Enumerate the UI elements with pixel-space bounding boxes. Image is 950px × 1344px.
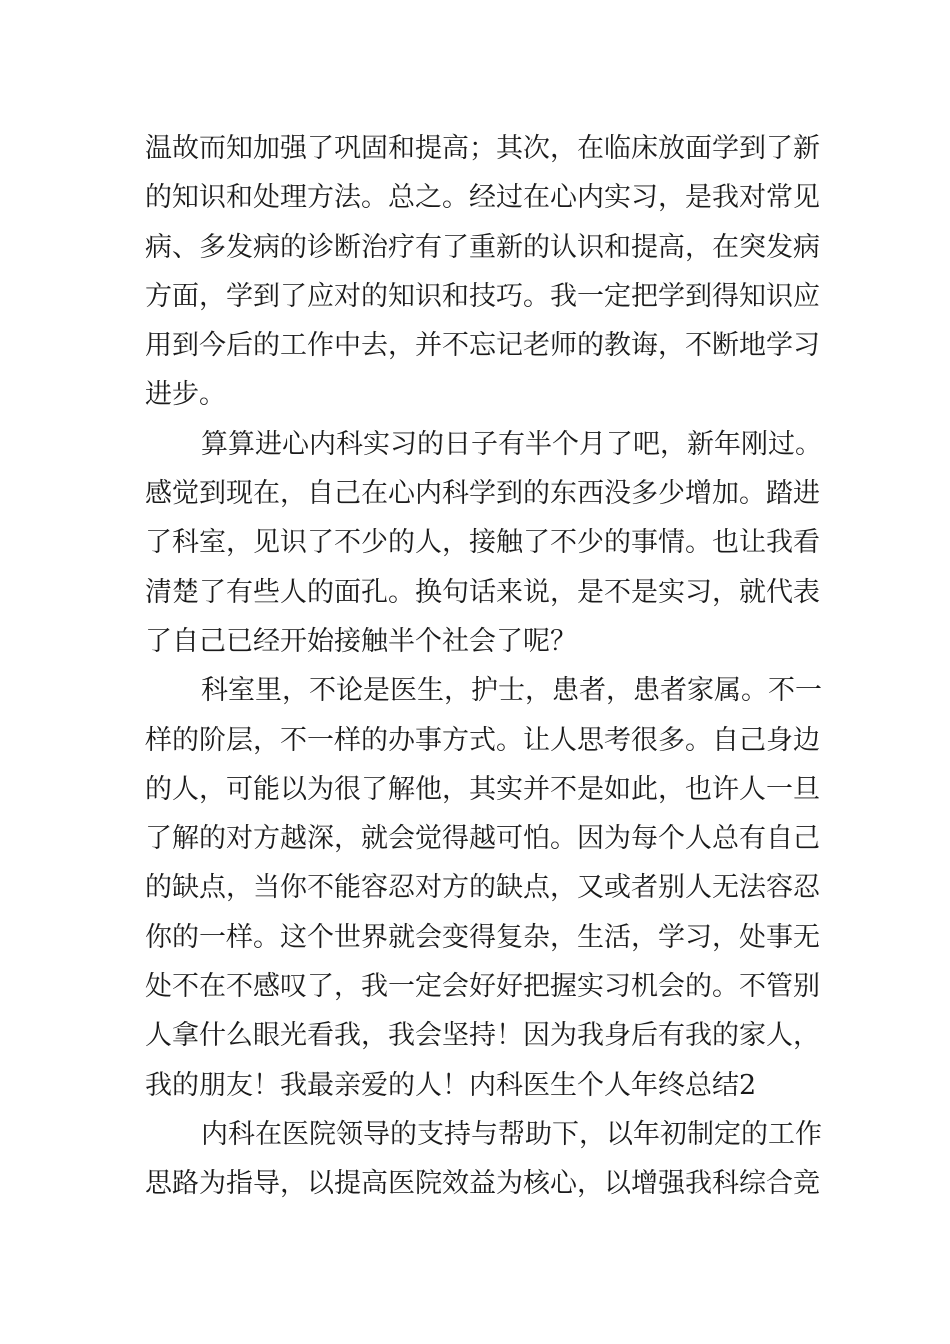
text-line: 思路为指导，以提高医院效益为核心，以增强我科综合竞 bbox=[145, 1168, 820, 1200]
text-line: 了解的对方越深，就会觉得越可怕。因为每个人总有自己 bbox=[145, 823, 820, 855]
text-line: 用到今后的工作中去，并不忘记老师的教诲，不断地学习 bbox=[145, 330, 820, 362]
text-line: 方面，学到了应对的知识和技巧。我一定把学到得知识应 bbox=[145, 280, 820, 312]
text-line: 样的阶层，不一样的办事方式。让人思考很多。自己身边 bbox=[145, 724, 820, 756]
text-line: 的知识和处理方法。总之。经过在心内实习，是我对常见 bbox=[145, 182, 820, 214]
text-line: 清楚了有些人的面孔。换句话来说，是不是实习，就代表 bbox=[145, 576, 820, 608]
text-line: 人拿什么眼光看我，我会坚持！因为我身后有我的家人， bbox=[145, 1020, 820, 1052]
paragraph-first-line: 算算进心内科实习的日子有半个月了吧，新年刚过。 bbox=[201, 428, 822, 460]
text-line: 我的朋友！我最亲爱的人！内科医生个人年终总结2 bbox=[145, 1069, 757, 1101]
text-line: 病、多发病的诊断治疗有了重新的认识和提高，在突发病 bbox=[145, 231, 820, 263]
text-line: 进步。 bbox=[145, 379, 226, 411]
text-line: 你的一样。这个世界就会变得复杂，生活，学习，处事无 bbox=[145, 921, 820, 953]
paragraph-first-line: 内科在医院领导的支持与帮助下，以年初制定的工作 bbox=[201, 1118, 822, 1150]
text-line: 了自己已经开始接触半个社会了呢？ bbox=[145, 625, 577, 657]
body-text bbox=[145, 124, 822, 1209]
text-line: 了科室，见识了不少的人，接触了不少的事情。也让我看 bbox=[145, 527, 820, 559]
paragraph-first-line: 科室里，不论是医生，护士，患者，患者家属。不一 bbox=[201, 675, 822, 707]
text-line: 感觉到现在，自己在心内科学到的东西没多少增加。踏进 bbox=[145, 478, 820, 510]
text-line: 的人，可能以为很了解他，其实并不是如此，也许人一旦 bbox=[145, 773, 820, 805]
text-line: 温故而知加强了巩固和提高；其次，在临床放面学到了新 bbox=[145, 133, 820, 164]
text-line: 处不在不感叹了，我一定会好好把握实习机会的。不管别 bbox=[145, 971, 820, 1003]
text-line: 的缺点，当你不能容忍对方的缺点，又或者别人无法容忍 bbox=[145, 872, 820, 904]
